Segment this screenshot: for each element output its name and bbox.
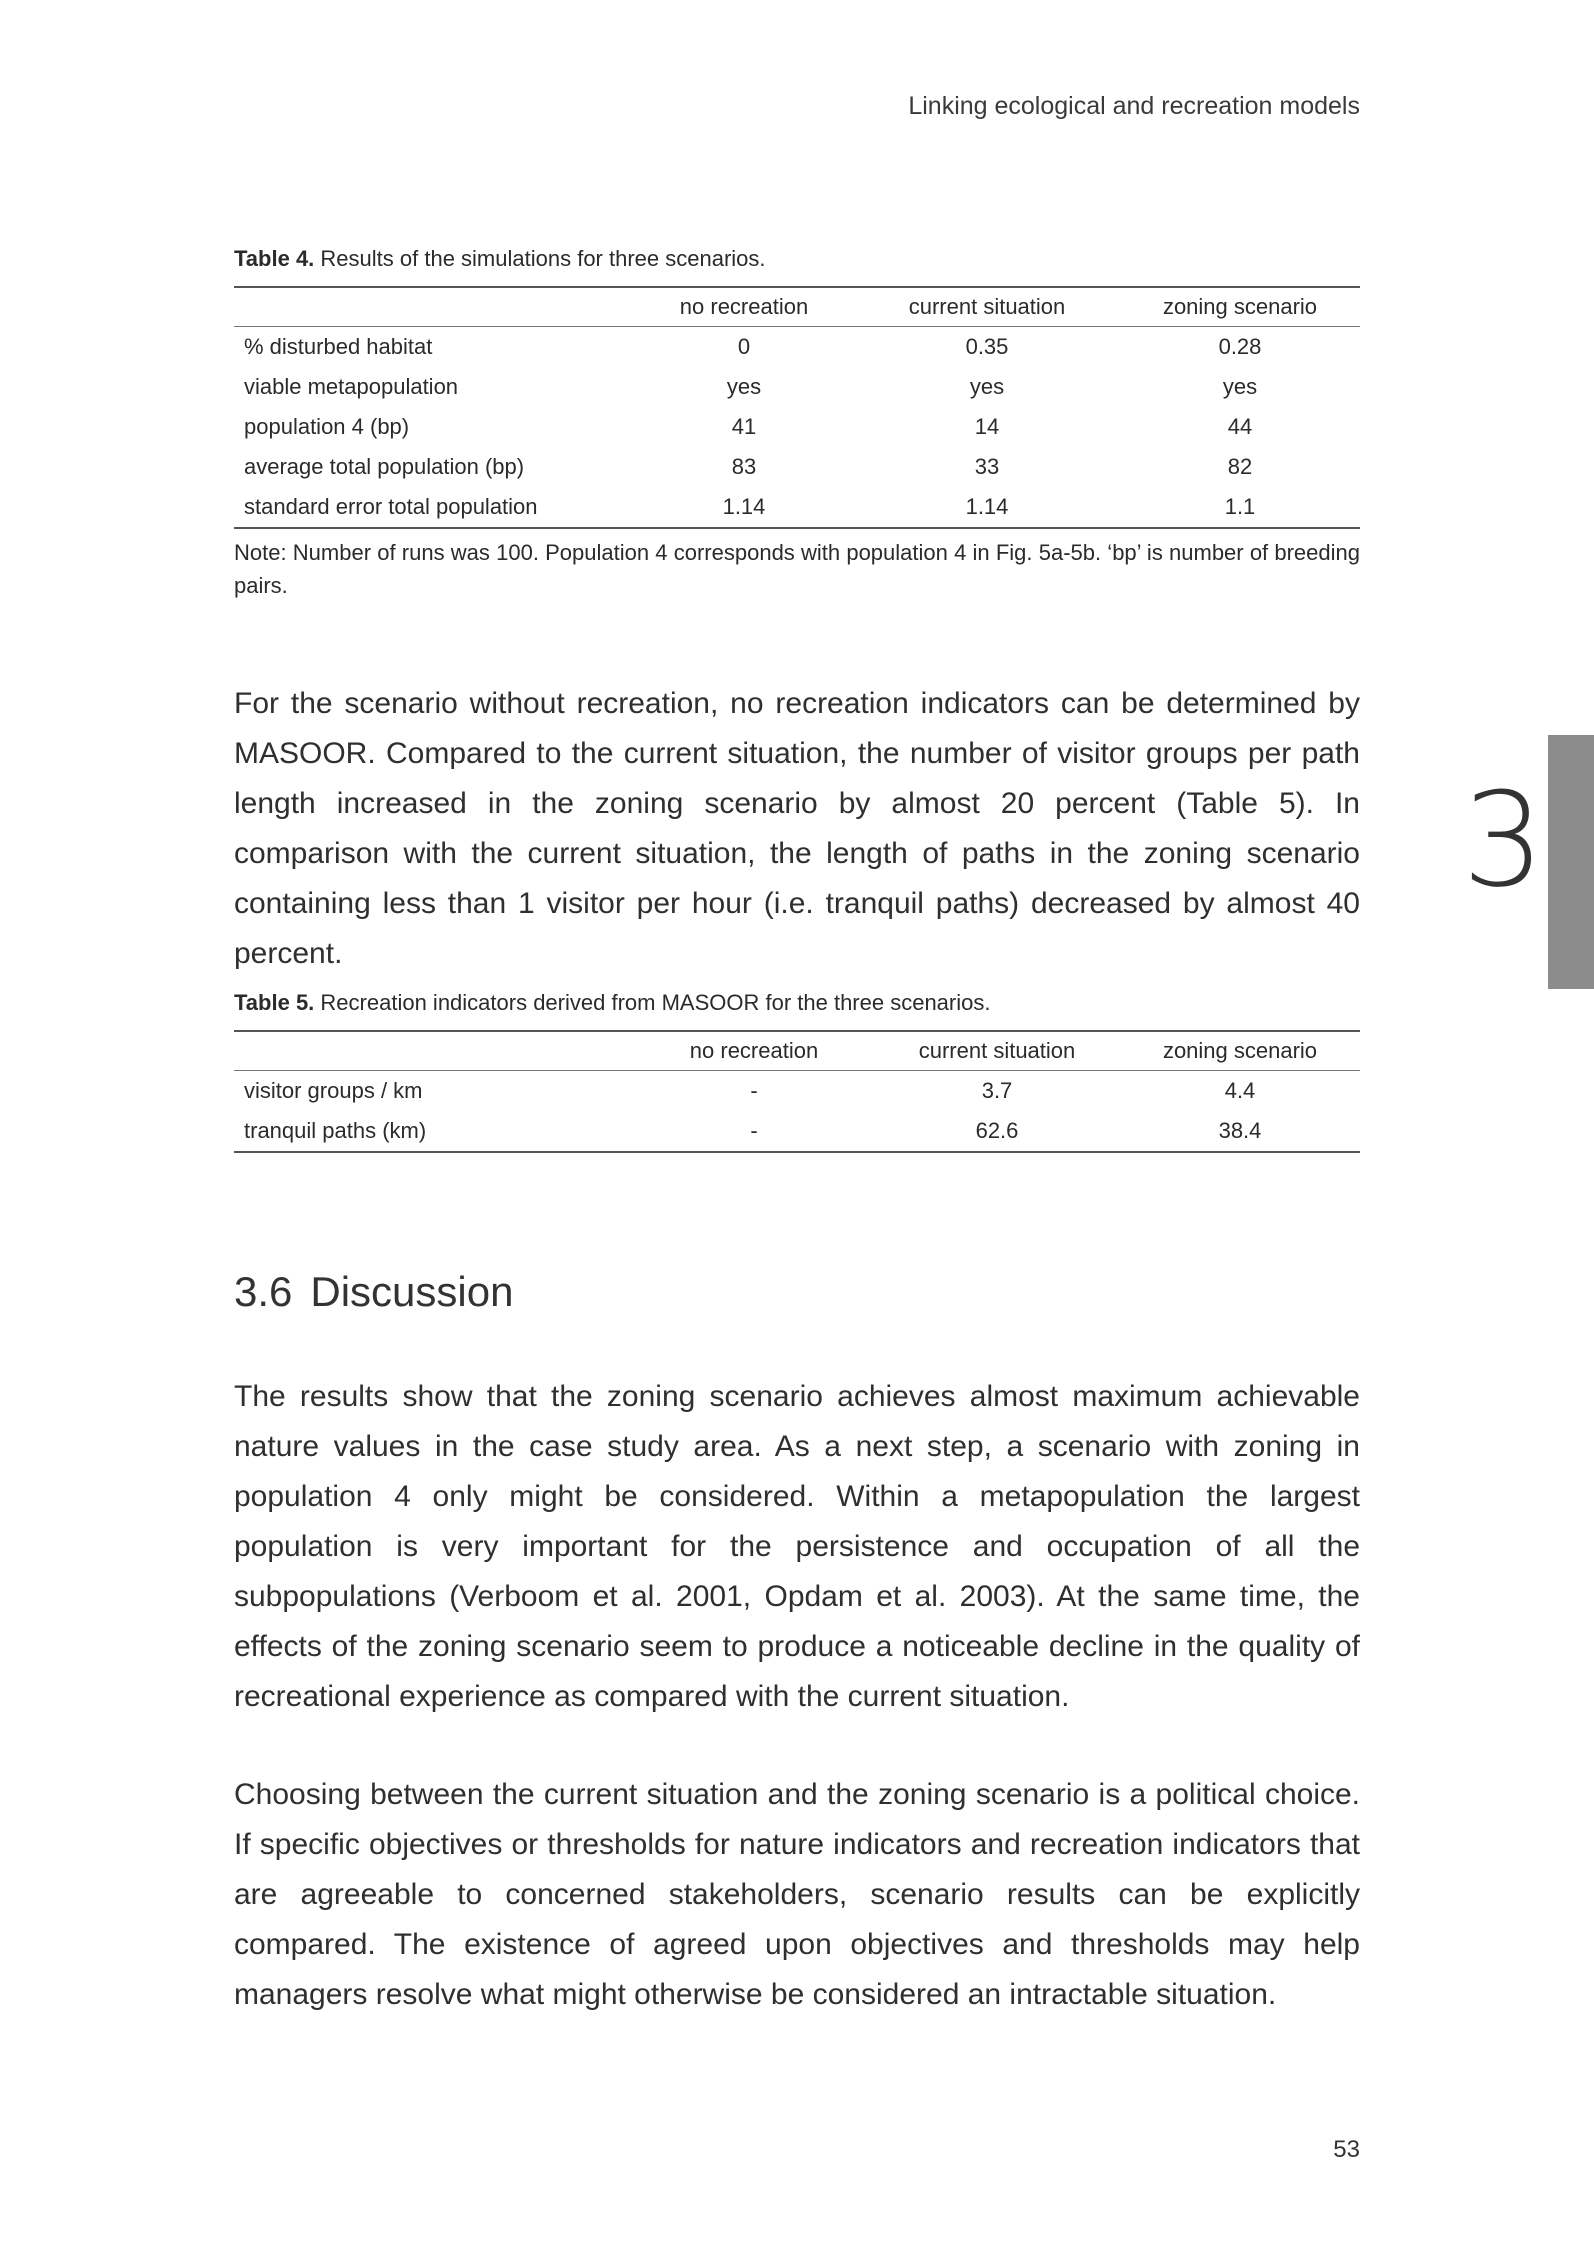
table4-caption-text: Results of the simulations for three scenarios. <box>320 246 766 271</box>
table4-column-header: no recreation <box>634 287 854 327</box>
table-cell: 83 <box>731 454 757 479</box>
chapter-thumb-tab <box>1548 735 1594 989</box>
table5-caption-text: Recreation indicators derived from MASOOR for the three scenarios. <box>320 990 991 1015</box>
table5 <box>234 1030 1360 1153</box>
running-head: Linking ecological and recreation models <box>908 92 1360 120</box>
table-cell: 62.6 <box>874 1111 1120 1152</box>
table-row <box>234 487 1360 528</box>
table-cell: 82 <box>1227 454 1253 479</box>
row-label: % disturbed habitat <box>244 334 433 359</box>
table4-caption <box>234 246 1360 272</box>
table-cell: 3.7 <box>981 1078 1013 1103</box>
table4-note: Note: Number of runs was 100. Population 4 corresponds with population 4 in Fig. 5a-5b. ‘bp’ is number of breeding pairs. <box>234 540 1360 598</box>
table5-column-header: zoning scenario <box>1120 1031 1360 1071</box>
table-row <box>234 407 1360 447</box>
table-cell: yes <box>726 374 762 399</box>
table-cell: yes <box>969 374 1005 399</box>
table5-caption <box>234 990 1360 1016</box>
row-label: viable metapopulation <box>244 374 459 399</box>
section-number: 3.6 <box>234 1268 293 1315</box>
table-row <box>234 447 1360 487</box>
row-label: tranquil paths (km) <box>234 1111 634 1152</box>
table5-label: Table 5. <box>234 990 315 1015</box>
row-label: population 4 (bp) <box>244 414 410 439</box>
table-cell: 41 <box>731 414 757 439</box>
table5-column-header: current situation <box>874 1031 1120 1071</box>
table-cell: 14 <box>974 414 1000 439</box>
table4-label: Table 4. <box>234 246 315 271</box>
table-cell: 0.28 <box>1218 334 1262 359</box>
body-paragraph-1: For the scenario without recreation, no recreation indicators can be determined by MASOOR. Compared to the current situation, the number of visitor groups per path length increased in the zoning scenario by almost 20 percent (Table 5). In comparison with the current situation, the length of paths in the zoning scenario containing less than 1 visitor per hour (i.e. tranquil paths) decreased by almost 40 percent. <box>234 687 1360 970</box>
page-number: 53 <box>1333 2136 1360 2163</box>
table-cell: - <box>750 1078 758 1103</box>
section-title: Discussion <box>310 1268 514 1315</box>
row-label: visitor groups / km <box>244 1078 423 1103</box>
table-cell: 0.35 <box>965 334 1009 359</box>
body-paragraph-3: Choosing between the current situation and the zoning scenario is a political choice. If specific objectives or thresholds for nature indicators and recreation indicators that are agreeable to concerned stakeholders, scenario results can be explicitly compared. The existence of agreed upon objectives and thresholds may help managers resolve what might otherwise be considered an intractable situation. <box>234 1778 1360 2011</box>
table-cell: 1.14 <box>854 487 1120 528</box>
table-cell: 44 <box>1227 414 1253 439</box>
table-cell: yes <box>1222 374 1258 399</box>
table-cell: 1.14 <box>634 487 854 528</box>
table-row <box>234 327 1360 368</box>
table4-column-header: zoning scenario <box>1120 287 1360 327</box>
table-row <box>234 1111 1360 1152</box>
row-label: standard error total population <box>234 487 634 528</box>
table-cell: 33 <box>974 454 1000 479</box>
body-paragraph-2: The results show that the zoning scenario achieves almost maximum achievable nature values in the case study area. As a next step, a scenario with zoning in population 4 only might be considered. Within a metapopulation the largest population is very important for the persistence and occupation of all the subpopulations (Verboom et al. 2001, Opdam et al. 2003). At the same time, the effects of the zoning scenario seem to produce a noticeable decline in the quality of recreational experience as compared with the current situation. <box>234 1380 1360 1713</box>
table5-column-header: no recreation <box>634 1031 874 1071</box>
table4-column-header <box>234 287 634 327</box>
row-label: average total population (bp) <box>244 454 525 479</box>
section-heading <box>234 1268 513 1316</box>
table-cell: 1.1 <box>1120 487 1360 528</box>
table-cell: - <box>634 1111 874 1152</box>
table-row <box>234 1071 1360 1112</box>
table-row <box>234 367 1360 407</box>
chapter-number: 3 <box>1462 764 1545 916</box>
table4 <box>234 286 1360 529</box>
table-cell: 0 <box>737 334 751 359</box>
table5-column-header <box>234 1031 634 1071</box>
table-cell: 38.4 <box>1120 1111 1360 1152</box>
table-cell: 4.4 <box>1224 1078 1256 1103</box>
table4-column-header: current situation <box>854 287 1120 327</box>
